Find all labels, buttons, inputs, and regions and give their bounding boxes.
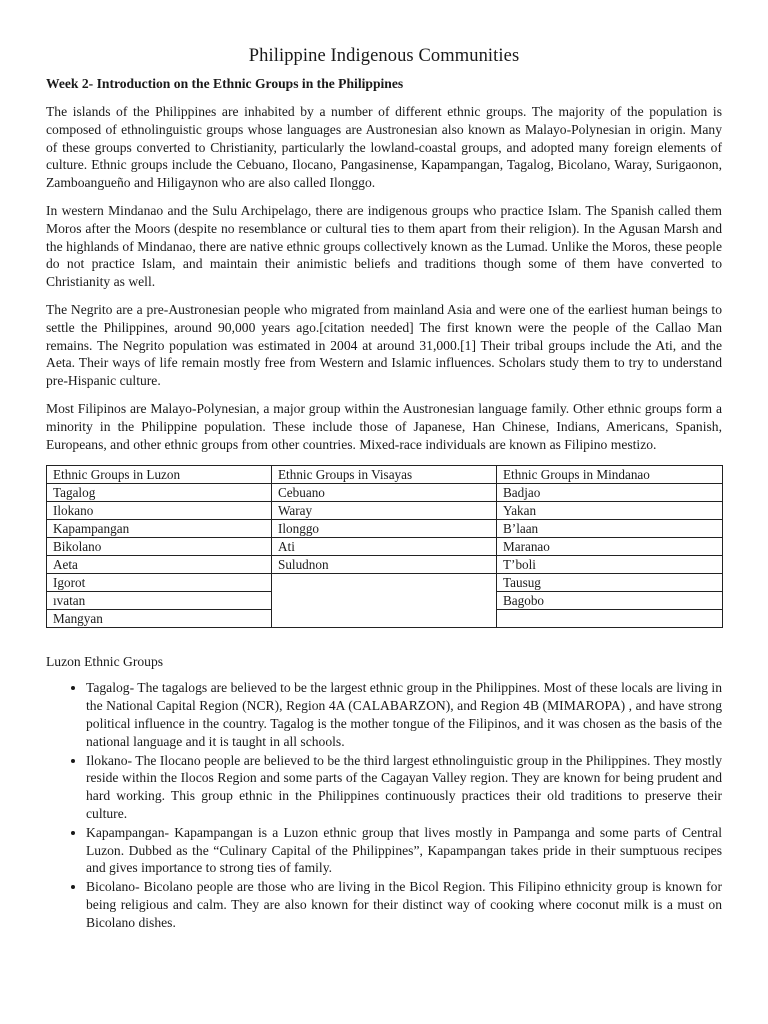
header-luzon: Ethnic Groups in Luzon bbox=[47, 466, 272, 484]
cell-mindanao: Badjao bbox=[497, 484, 723, 502]
table-row bbox=[47, 484, 723, 502]
cell-luzon: Kapampangan bbox=[47, 520, 272, 538]
cell-luzon: Ilokano bbox=[47, 502, 272, 520]
cell-luzon: Tagalog bbox=[47, 484, 272, 502]
cell-luzon: Bikolano bbox=[47, 538, 272, 556]
cell-mindanao: T’boli bbox=[497, 556, 723, 574]
cell-visayas: Ilonggo bbox=[272, 520, 497, 538]
header-visayas: Ethnic Groups in Visayas bbox=[272, 466, 497, 484]
header-mindanao: Ethnic Groups in Mindanao bbox=[497, 466, 723, 484]
paragraph-3: The Negrito are a pre-Austronesian people who migrated from mainland Asia and were one of the earliest human beings to settle the Philippines, around 90,000 years ago.[citation needed] The first known were the people of the Callao Man remains. The Negrito population was estimated in 2004 at around 31,000.[1] Their tribal groups include the Ati, and the Aeta. Their ways of life remain mostly free from Western and Islamic influences. Scholars study them to try to understand pre-Hispanic culture. bbox=[46, 301, 722, 389]
cell-luzon: ıvatan bbox=[47, 592, 272, 610]
list-item-kapampangan: • Kapampangan- Kapampangan is a Luzon ethnic group that lives mostly in Pampanga and some parts of Central Luzon. Dubbed as the “Culinary Capital of the Philippines”, Kapampangan takes pride in their sumptuous recipes and gives importance to strong ties of family. bbox=[86, 824, 722, 877]
table-header-row bbox=[47, 466, 723, 484]
ethnic-groups-table bbox=[46, 465, 723, 628]
cell-luzon: Igorot bbox=[47, 574, 272, 592]
paragraph-2: In western Mindanao and the Sulu Archipelago, there are indigenous groups who practice Islam. The Spanish called them Moros after the Moors (despite no resemblance or cultural ties to them apart from their religion). In the Agusan Marsh and the highlands of Mindanao, there are native ethnic groups collectively known as the Lumad. Unlike the Moros, these people do not practice Islam, and maintain their animistic beliefs and traditions though some of them have converted to Christianity as well. bbox=[46, 202, 722, 290]
cell-luzon: Mangyan bbox=[47, 610, 272, 628]
cell-visayas: Suludnon bbox=[272, 556, 497, 574]
page-title: Philippine Indigenous Communities bbox=[248, 46, 520, 66]
table-row bbox=[47, 520, 723, 538]
cell-mindanao bbox=[497, 610, 723, 628]
paragraph-1: The islands of the Philippines are inhabited by a number of different ethnic groups. The majority of the population is composed of ethnolinguistic groups whose languages are Austronesian also known as Malayo-Polynesian in origin. Many of these groups converted to Christianity, particularly the lowland-coastal groups, and adopted many foreign elements of culture. Ethnic groups include the Cebuano, Ilocano, Pangasinense, Kapampangan, Tagalog, Bicolano, Waray, Surigaonon, Zamboangueño and Hiligaynon who are also called Ilonggo. bbox=[46, 104, 722, 191]
section-title-luzon: Luzon Ethnic Groups bbox=[46, 654, 164, 670]
list-item-bicolano: • Bicolano- Bicolano people are those who are living in the Bicol Region. This Filipino ethnicity group is known for being religious and calm. They are also known for their distinct way of cooking where coconut milk is a must on Bicolano dishes. bbox=[86, 878, 722, 931]
table-row bbox=[47, 556, 723, 574]
list-item-tagalog: • Tagalog- The tagalogs are believed to be the largest ethnic group in the Philippines. Most of these locals are living in the National Capital Region (NCR), Region 4A (CALABARZON), and Region 4B (MIMAROPA) , and have strong political influence in the country. Tagalog is the mother tongue of the Filipinos, and it was chosen as the basis of the national language and it is taught in all schools. bbox=[86, 679, 722, 750]
cell-visayas: Ati bbox=[272, 538, 497, 556]
cell-visayas-empty bbox=[272, 574, 497, 628]
paragraph-4: Most Filipinos are Malayo-Polynesian, a major group within the Austronesian language family. Other ethnic groups form a minority in the Philippine population. These include those of Japanese, Han Chinese, Indians, Americans, Spanish, Europeans, and other ethnic groups from other countries. Mixed-race individuals are known as Filipino mestizo. bbox=[46, 400, 722, 452]
cell-mindanao: Maranao bbox=[497, 538, 723, 556]
table-row bbox=[47, 574, 723, 592]
cell-visayas: Cebuano bbox=[272, 484, 497, 502]
cell-mindanao: B’laan bbox=[497, 520, 723, 538]
cell-luzon: Aeta bbox=[47, 556, 272, 574]
cell-visayas: Waray bbox=[272, 502, 497, 520]
table-row bbox=[47, 502, 723, 520]
cell-mindanao: Tausug bbox=[497, 574, 723, 592]
cell-mindanao: Yakan bbox=[497, 502, 723, 520]
week-subtitle: Week 2- Introduction on the Ethnic Groups in the Philippines bbox=[46, 76, 404, 91]
table-row bbox=[47, 538, 723, 556]
luzon-groups-list bbox=[46, 679, 722, 931]
list-item-ilokano: • Ilokano- The Ilocano people are believed to be the third largest ethnolinguistic group in the Philippines. They mostly reside within the Ilocos Region and some parts of the Cagayan Valley region. They are known for being prudent and hard working. This group ethnic in the Philippines continuously practices their old traditions to preserve their culture. bbox=[86, 752, 722, 823]
cell-mindanao: Bagobo bbox=[497, 592, 723, 610]
